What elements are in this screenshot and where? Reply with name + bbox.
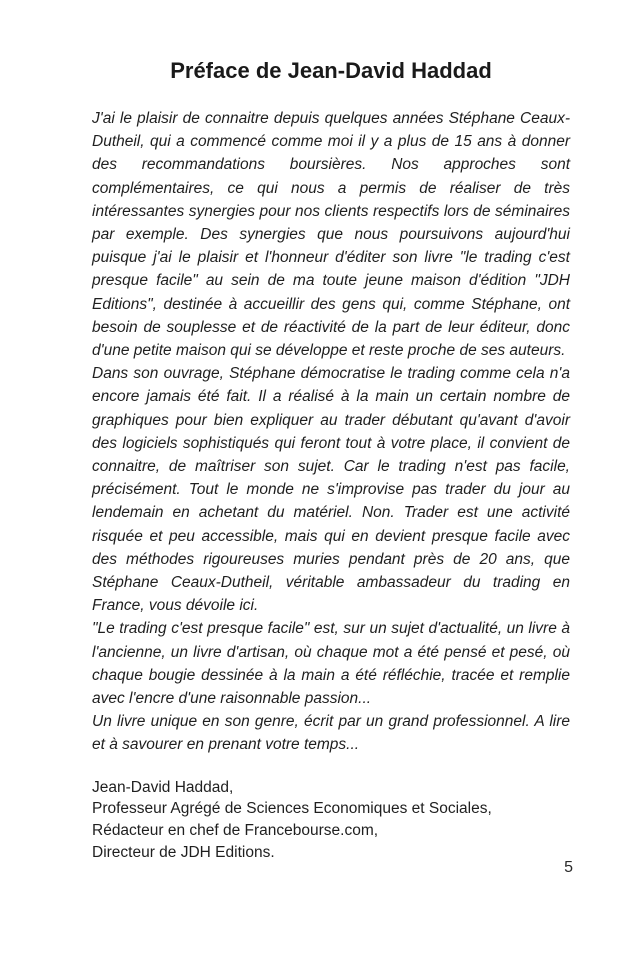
page-content	[92, 57, 570, 864]
page-title: Préface de Jean-David Haddad	[170, 58, 492, 83]
signature-role-2: Rédacteur en chef de Francebourse.com,	[92, 822, 379, 840]
signature-name: Jean-David Haddad,	[92, 778, 234, 796]
signature-block	[92, 777, 570, 864]
preface-paragraph-2: Dans son ouvrage, Stéphane démocratise le trading comme cela n'a encore jamais été fait. Il a réalisé à la main un certain nombre de graphiques pour bien expliquer au trader débutant qu'avant d'avoir des logiciels sophistiqués qui feront tout à votre place, il convient de connaitre, de maîtriser son sujet. Car le trading n'est pas facile, précisément. Tout le monde ne s'improvise pas trader du jour au lendemain en achetant du matériel. Non. Trader est une activité risquée et peu accessible, mais qui en devient presque facile avec des méthodes rigoureuses muries pendant près de 20 ans, que Stéphane Ceaux-Dutheil, véritable ambassadeur du trading en France, vous dévoile ici.	[92, 365, 570, 615]
signature-role-1: Professeur Agrégé de Sciences Economiques et Sociales,	[92, 800, 492, 818]
preface-body	[92, 107, 570, 757]
preface-paragraph-3: "Le trading c'est presque facile" est, sur un sujet d'actualité, un livre à l'ancienne, un livre d'artisan, où chaque mot a été pensé et pesé, où chaque bougie dessinée à la main a été réfléchie, tracée et remplie avec l'encre d'une raisonnable passion...	[92, 620, 570, 708]
preface-paragraph-1: J'ai le plaisir de connaitre depuis quelques années Stéphane Ceaux-Dutheil, qui a commencé comme moi il y a plus de 15 ans à donner des recommandations boursières. Nos approches sont complémentaires, ce qui nous a permis de réaliser de très intéressantes synergies pour nos clients respectifs lors de séminaires par exemple. Des synergies que nous poursuivons aujourd'hui puisque j'ai le plaisir et l'honneur d'éditer son livre "le trading c'est presque facile" au sein de ma toute jeune maison d'édition "JDH Editions", destinée à accueillir des gens qui, comme Stéphane, ont besoin de souplesse et de réactivité de la part de leur éditeur, donc d'une petite maison qui se développe et reste proche de ses auteurs.	[92, 110, 570, 360]
signature-role-3: Directeur de JDH Editions.	[92, 844, 275, 862]
preface-paragraph-4: Un livre unique en son genre, écrit par un grand professionnel. A lire et à savourer en prenant votre temps...	[92, 713, 570, 754]
page-number: 5	[564, 859, 573, 876]
